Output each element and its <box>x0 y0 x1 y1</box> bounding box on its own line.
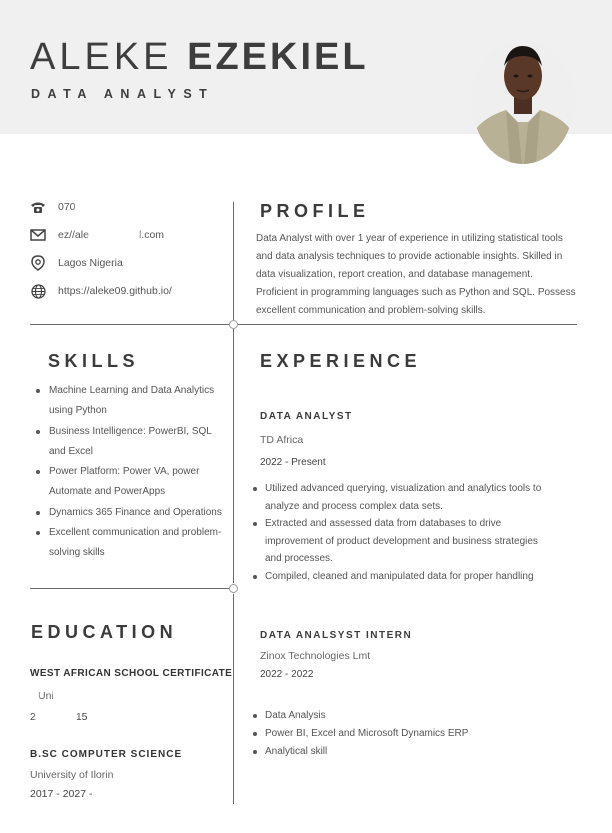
skills-heading: SKILLS <box>48 351 140 371</box>
job-title: DATA ANALYST <box>260 411 353 422</box>
dates-redacted <box>36 710 76 720</box>
location-text: Lagos Nigeria <box>58 257 123 269</box>
profile-line: Data Analyst with over 1 year of experience in utilizing statistical tools <box>256 233 563 244</box>
skills-list <box>36 381 222 564</box>
envelope-icon <box>30 227 46 243</box>
location-pin-icon <box>30 255 46 271</box>
education-degree: B.SC COMPUTER SCIENCE <box>30 749 183 760</box>
divider-junction-2 <box>229 584 238 593</box>
job-bullet-continuation: improvement of product development and business strategies <box>265 535 538 547</box>
skill-item: Dynamics 365 Finance and Operations <box>36 503 222 523</box>
last-name: EZEKIEL <box>187 36 369 78</box>
job-dates: 2022 - Present <box>260 457 326 468</box>
job-dates: 2022 - 2022 <box>260 669 314 680</box>
phone-number: 070 <box>58 201 76 213</box>
email-redacted <box>89 230 139 240</box>
education-school: Uni <box>30 689 114 702</box>
job-role: DATA ANALYST <box>31 87 215 101</box>
profile-line: and data analysis techniques to provide actionable insights. Skilled in <box>256 251 563 262</box>
job-bullets <box>253 707 573 761</box>
education-heading: EDUCATION <box>31 622 178 642</box>
school-redacted <box>54 689 114 699</box>
school-redacted <box>30 689 38 699</box>
experience-heading: EXPERIENCE <box>260 351 422 371</box>
phone-icon <box>30 199 46 215</box>
vertical-divider-top <box>233 202 234 322</box>
skill-item: Power Platform: Power VA, power Automate and PowerApps <box>36 462 222 503</box>
job-bullet: Analytical skill <box>253 743 573 761</box>
profile-line: excellent communication and problem-solving skills. <box>256 305 486 316</box>
profile-line: Proficient in programming languages such as Python and SQL. Possess <box>256 287 576 298</box>
job-bullet: Compiled, cleaned and manipulated data for proper handling <box>253 568 583 586</box>
education-dates: 2 15 <box>30 711 88 723</box>
horizontal-divider-left-1 <box>30 324 229 325</box>
contact-location <box>30 255 123 271</box>
job-bullet: Data Analysis <box>253 707 573 725</box>
job-bullet: Utilized advanced querying, visualization and analytics tools to <box>253 480 583 498</box>
website-link[interactable]: https://aleke09.github.io/ <box>58 285 172 297</box>
first-name: ALEKE <box>30 36 173 78</box>
vertical-divider-bottom <box>233 594 234 804</box>
profile-summary <box>256 230 582 320</box>
vertical-divider-middle <box>233 328 234 583</box>
email-start[interactable]: ez//ale <box>58 229 89 241</box>
email-end[interactable]: l.com <box>138 229 165 241</box>
job-bullet: Power BI, Excel and Microsoft Dynamics ERP <box>253 725 573 743</box>
skill-item: Business Intelligence: PowerBI, SQL and Excel <box>36 422 222 463</box>
job-bullet: Extracted and assessed data from databases to drive <box>253 515 583 533</box>
profile-heading: PROFILE <box>260 201 370 221</box>
job-bullets <box>253 480 583 585</box>
candidate-name <box>30 36 369 79</box>
job-bullet-continuation: analyze and process complex data sets. <box>265 500 443 512</box>
contact-email <box>30 227 164 243</box>
job-bullet-continuation: and processes. <box>265 553 333 564</box>
globe-icon <box>30 283 46 299</box>
job-company: TD Africa <box>260 434 304 446</box>
contact-phone <box>30 199 124 215</box>
profile-line: data visualization, report creation, and database management. <box>256 269 533 280</box>
horizontal-divider-right-1 <box>238 324 577 325</box>
divider-junction-1 <box>229 320 238 329</box>
education-dates: 2017 - 2027 - <box>30 788 93 800</box>
contact-website <box>30 283 172 299</box>
education-school: University of Ilorin <box>30 769 114 781</box>
skill-item: Machine Learning and Data Analytics using Python <box>36 381 222 422</box>
horizontal-divider-left-2 <box>30 588 229 589</box>
skill-item: Excellent communication and problem-solving skills <box>36 523 222 564</box>
profile-photo <box>472 40 574 164</box>
phone-redacted <box>76 202 124 212</box>
education-degree: WEST AFRICAN SCHOOL CERTIFICATE <box>30 668 233 679</box>
job-title: DATA ANALSYST INTERN <box>260 630 413 641</box>
job-company: Zinox Technologies Lmt <box>260 650 371 662</box>
